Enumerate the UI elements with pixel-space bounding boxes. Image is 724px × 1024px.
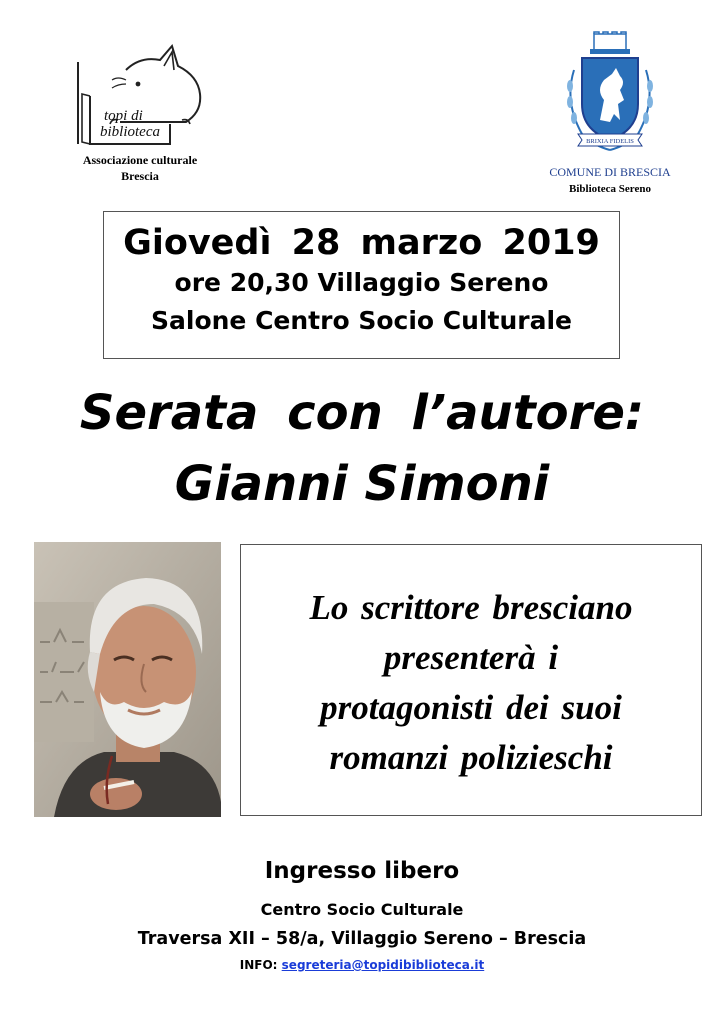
description-box: [240, 544, 702, 816]
description-line: presenterà i: [383, 638, 559, 677]
description-line: Lo scrittore bresciano: [309, 588, 633, 627]
author-name: Gianni Simoni: [174, 456, 550, 512]
mouse-reading-book-icon: [68, 32, 214, 150]
logo-text-topi: topi di: [104, 108, 143, 124]
association-caption: [40, 152, 240, 184]
free-entry: Ingresso libero: [264, 858, 460, 884]
comune-caption: COMUNE DI BRESCIA: [549, 165, 671, 179]
centre-name: Centro Socio Culturale: [260, 900, 464, 919]
address: Traversa XII – 58/a, Villaggio Sereno – Brescia: [137, 929, 587, 949]
biblioteca-caption: Biblioteca Sereno: [569, 183, 651, 195]
info-email-link[interactable]: segreteria@topidibiblioteca.it: [281, 958, 485, 972]
association-caption-line1: Associazione culturale: [82, 153, 198, 167]
crest-motto: BRIXIA FIDELIS: [586, 138, 634, 145]
event-time-place: ore 20,30 Villaggio Sereno: [174, 268, 549, 297]
info-label: INFO:: [239, 958, 278, 972]
brescia-coat-of-arms-icon: [560, 30, 660, 162]
association-caption-line2: Brescia: [121, 169, 159, 183]
event-date: Giovedì 28 marzo 2019: [123, 223, 600, 263]
logo-text-biblioteca: biblioteca: [100, 124, 160, 140]
comune-di-brescia-crest: [560, 30, 660, 162]
event-venue: Salone Centro Socio Culturale: [151, 306, 572, 335]
description-line: protagonisti dei suoi: [320, 688, 622, 727]
description-line: romanzi polizieschi: [329, 738, 613, 777]
info-line: [0, 958, 724, 972]
author-portrait: [34, 542, 221, 817]
event-date-box: [103, 211, 620, 359]
topi-di-biblioteca-logo: [68, 32, 214, 150]
poster-title: Serata con l’autore:: [79, 385, 645, 441]
